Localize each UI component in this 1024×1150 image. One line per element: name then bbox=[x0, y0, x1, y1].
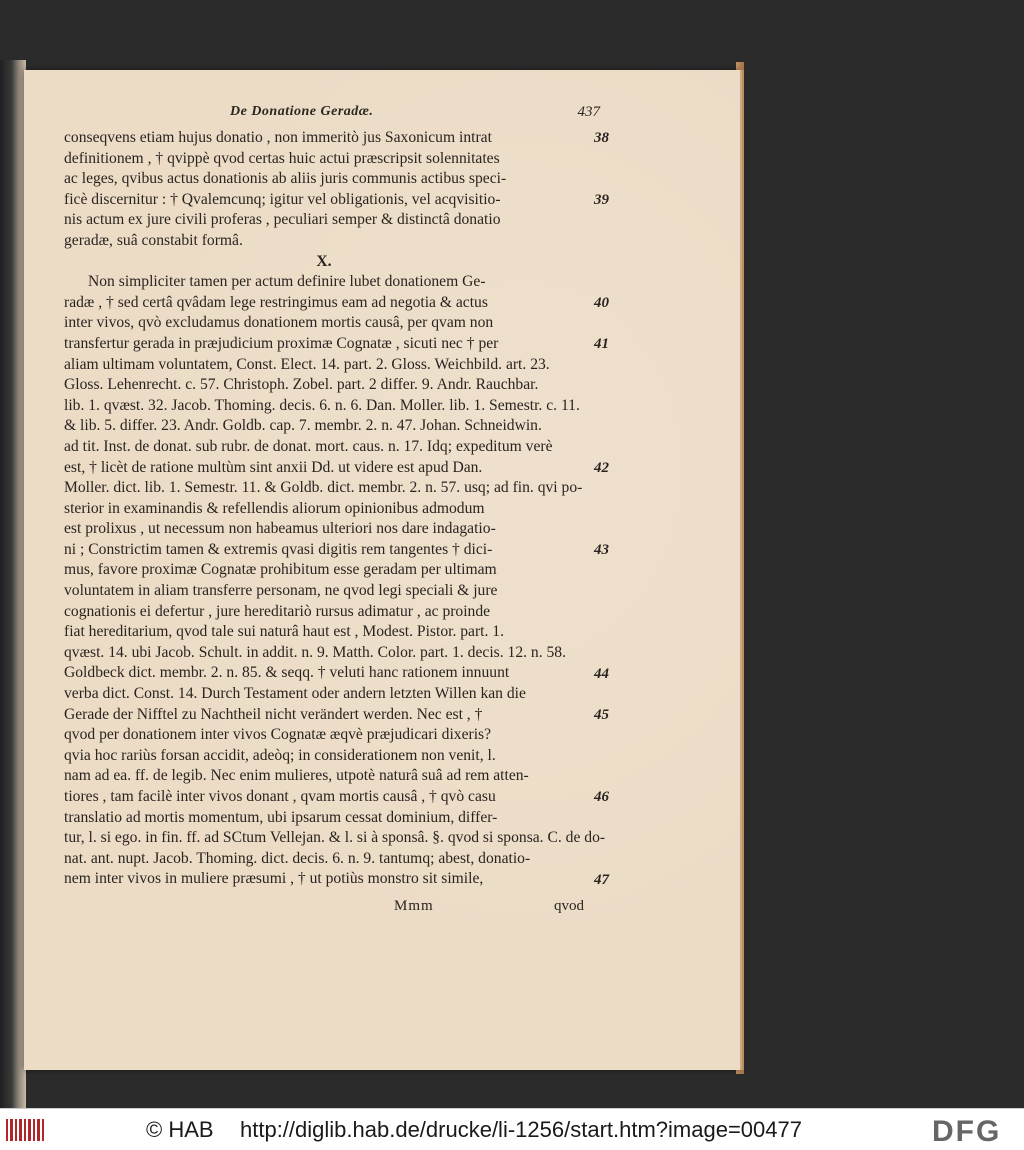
text-line: X. bbox=[316, 252, 332, 270]
text-line: Gloss. Lehenrecht. c. 57. Christoph. Zobel. part. 2 differ. 9. Andr. Rauchbar. bbox=[64, 376, 539, 394]
text-line: verba dict. Const. 14. Durch Testament oder andern letzten Willen kan die bbox=[64, 685, 526, 703]
text-line: nem inter vivos in muliere præsumi , † ut potiùs monstro sit simile, bbox=[64, 870, 484, 888]
text-line: nam ad ea. ff. de legib. Nec enim mulieres, utpotè naturâ suâ ad rem atten- bbox=[64, 767, 529, 785]
text-line: radæ , † sed certâ qvâdam lege restringimus eam ad negotia & actus bbox=[64, 293, 488, 311]
text-line: voluntatem in aliam transferre personam, ne qvod legi speciali & jure bbox=[64, 582, 498, 600]
dfg-logo: DFG bbox=[932, 1115, 1002, 1148]
page-header bbox=[230, 104, 600, 122]
margin-number: 45 bbox=[594, 706, 609, 723]
text-line: mus, favore proximæ Cognatæ prohibitum esse geradam per ultimam bbox=[64, 561, 497, 579]
text-line: ficè discernitur : † Qvalemcunq; igitur vel obligationis, vel acqvisitio- bbox=[64, 190, 501, 208]
margin-number: 39 bbox=[594, 191, 609, 208]
margin-number: 41 bbox=[594, 336, 609, 352]
text-line: Non simpliciter tamen per actum definire lubet donationem Ge- bbox=[88, 273, 486, 291]
text-line: est prolixus , ut necessum non habeamus ulteriori nos dare indagatio- bbox=[64, 520, 496, 538]
text-line: Moller. dict. lib. 1. Semestr. 11. & Goldb. dict. membr. 2. n. 57. usq; ad fin. qvi po- bbox=[64, 479, 583, 497]
text-line: nat. ant. nupt. Jacob. Thoming. dict. decis. 6. n. 9. tantumq; abest, donatio- bbox=[64, 849, 531, 867]
text-line: fiat hereditarium, qvod tale sui naturâ haut est , Modest. Pistor. part. 1. bbox=[64, 623, 504, 641]
text-line: qvia hoc rariùs forsan accidit, adeòq; in considerationem non venit, l. bbox=[64, 746, 496, 764]
catchword: qvod bbox=[554, 898, 584, 914]
page-number: 437 bbox=[577, 104, 600, 120]
signature-row bbox=[64, 898, 584, 918]
margin-number: 47 bbox=[594, 871, 609, 888]
margin-number: 46 bbox=[594, 789, 609, 806]
text-line: inter vivos, qvò excludamus donationem mortis causâ, per qvam non bbox=[64, 314, 494, 332]
text-line: qvæst. 14. ubi Jacob. Schult. in addit. n. 9. Matth. Color. part. 1. decis. 12. n. 58. bbox=[64, 643, 566, 661]
margin-number: 40 bbox=[594, 294, 609, 311]
copyright-label: © HAB bbox=[146, 1117, 214, 1142]
margin-number: 44 bbox=[594, 665, 609, 682]
text-line: geradæ, suâ constabit formâ. bbox=[64, 231, 243, 249]
text-line: sterior in examinandis & refellendis aliorum opinionibus admodum bbox=[64, 499, 485, 517]
text-line: ac leges, qvibus actus donationis ab aliis juris communis actibus speci- bbox=[64, 170, 507, 188]
text-line: Gerade der Nifftel zu Nachtheil nicht verändert werden. Nec est , † bbox=[64, 705, 483, 723]
text-line: aliam ultimam voluntatem, Const. Elect. 14. part. 2. Gloss. Weichbild. art. 23. bbox=[64, 355, 550, 373]
margin-number: 42 bbox=[594, 459, 609, 476]
text-line: definitionem , † qvippè qvod certas huic actui præscripsit solennitates bbox=[64, 149, 500, 167]
margin-number: 38 bbox=[594, 130, 609, 146]
text-line: tiores , tam facilè inter vivos donant , qvam mortis causâ , † qvò casu bbox=[64, 788, 496, 805]
source-url-link[interactable]: http://diglib.hab.de/drucke/li-1256/start.htm?image=00477 bbox=[240, 1117, 802, 1142]
footer-bar bbox=[0, 1108, 1024, 1150]
text-line: ni ; Constrictim tamen & extremis qvasi digitis rem tangentes † dici- bbox=[64, 540, 493, 558]
text-line: translatio ad mortis momentum, ubi ipsarum cessat dominium, differ- bbox=[64, 808, 498, 826]
text-line: & lib. 5. differ. 23. Andr. Goldb. cap. 7. membr. 2. n. 47. Johan. Schneidwin. bbox=[64, 417, 542, 435]
text-line: cognationis ei defertur , jure hereditariò rursus adimatur , ac proinde bbox=[64, 602, 491, 620]
text-line: lib. 1. qvæst. 32. Jacob. Thoming. decis. 6. n. 6. Dan. Moller. lib. 1. Semestr. c. 11. bbox=[64, 396, 580, 414]
text-line: ad tit. Inst. de donat. sub rubr. de donat. mort. caus. n. 17. Idq; expeditum verè bbox=[64, 437, 553, 455]
text-line: qvod per donationem inter vivos Cognatæ æqvè præjudicari dixeris? bbox=[64, 726, 492, 744]
text-line: nis actum ex jure civili proferas , peculiari semper & distinctâ donatio bbox=[64, 211, 501, 229]
book-binding-edge bbox=[0, 60, 26, 1108]
text-line: tur, l. si ego. in fin. ff. ad SCtum Vellejan. & l. si à sponsâ. §. qvod si sponsa. C. de do- bbox=[64, 829, 606, 847]
running-head: De Donatione Geradæ. bbox=[230, 104, 374, 119]
signature-mark: Mmm bbox=[394, 898, 434, 914]
text-line: Goldbeck dict. membr. 2. n. 85. & seqq. † veluti hanc rationem innuunt bbox=[64, 664, 510, 682]
margin-number: 43 bbox=[594, 542, 609, 558]
text-line: conseqvens etiam hujus donatio , non immeritò jus Saxonicum intrat bbox=[64, 129, 492, 146]
text-line: est, † licèt de ratione multùm sint anxii Dd. ut videre est apud Dan. bbox=[64, 458, 483, 476]
hab-barcode-logo bbox=[4, 1117, 46, 1143]
text-line: transfertur gerada in præjudicium proximæ Cognatæ , sicuti nec † per bbox=[64, 334, 499, 352]
